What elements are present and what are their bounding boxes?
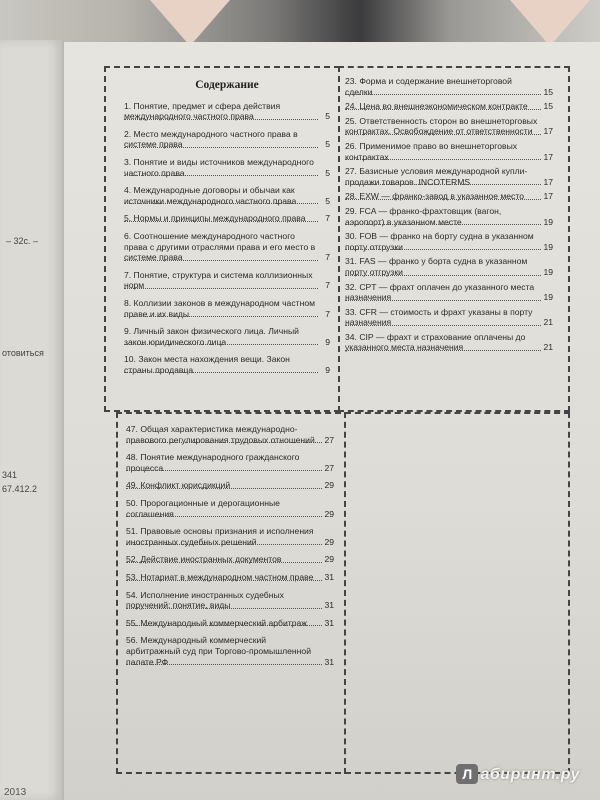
leader-dots <box>124 344 318 345</box>
toc-entry-title: 31. FAS — франко у борта судна в указанном порту отгрузки <box>345 256 528 277</box>
watermark-badge: Л <box>456 764 478 784</box>
toc-entry-title: 2. Место международного частного права в системе права <box>124 128 298 150</box>
toc-entry <box>345 116 553 137</box>
toc-entry <box>126 480 334 491</box>
contents-heading: Содержание <box>195 79 259 91</box>
toc-entry <box>124 231 330 263</box>
toc-entry-title: 55. Международный коммерческий арбитраж <box>126 617 308 628</box>
toc-entry-page: 29 <box>324 536 334 547</box>
toc-entry <box>126 498 334 519</box>
toc-entry-title: 49. Конфликт юрисдикций <box>126 480 231 491</box>
toc-entry <box>126 424 334 445</box>
watermark-logo <box>456 764 580 784</box>
toc-entry <box>126 635 334 667</box>
toc-entry-title: 27. Базисные условия международной купли-продажи товаров. INCOTERMS <box>345 166 528 187</box>
toc-entry-page: 31 <box>324 571 334 582</box>
leader-dots <box>345 350 541 351</box>
toc-entry <box>124 354 330 375</box>
toc-entry-page: 29 <box>324 554 334 565</box>
toc-list-left <box>124 101 330 376</box>
toc-entry <box>345 141 553 162</box>
toc-entry-title: 47. Общая характеристика международно-правового регулирования трудовых отношений <box>126 424 315 445</box>
toc-entry-title: 48. Понятие международного гражданского процесса <box>126 452 300 473</box>
toc-entry <box>124 185 330 206</box>
toc-entry <box>126 452 334 473</box>
leader-dots <box>345 325 541 326</box>
toc-entry-title: 26. Применимое право во внешнеторговых контрактах <box>345 140 518 162</box>
toc-entry <box>345 256 553 277</box>
toc-entry-page: 7 <box>325 308 330 319</box>
toc-entry-page: 5 <box>325 111 330 122</box>
toc-column-right <box>345 76 553 357</box>
toc-entry-title: 9. Личный закон физического лица. Личный закон юридического лица <box>124 326 299 347</box>
toc-entry <box>124 270 330 291</box>
leader-dots <box>126 442 322 443</box>
toc-entry-page: 19 <box>543 266 553 277</box>
toc-entry <box>124 298 330 319</box>
toc-entry <box>124 326 330 347</box>
toc-entry-page: 17 <box>543 126 553 137</box>
toc-entry <box>345 282 553 303</box>
leader-dots <box>124 260 318 261</box>
toc-entry-title: 24. Цена во внешнеэкономическом контракте <box>345 101 528 112</box>
left-fragment: – 32с. – <box>6 236 39 246</box>
toc-entry <box>345 307 553 328</box>
leader-dots <box>345 199 541 200</box>
leader-dots <box>126 488 322 489</box>
toc-entry <box>345 332 553 353</box>
toc-entry-title: 50. Пророгационные и дерогационные соглашения <box>126 497 280 519</box>
toc-entry-page: 7 <box>325 252 330 263</box>
toc-entry <box>124 213 330 224</box>
toc-entry-title: 54. Исполнение иностранных судебных поручений: понятие, виды <box>126 589 284 611</box>
toc-list-bottom <box>126 424 334 667</box>
toc-column-bottom <box>126 424 334 674</box>
toc-entry-page: 15 <box>543 86 553 97</box>
toc-entry-page: 21 <box>543 342 553 353</box>
leader-dots <box>345 94 541 95</box>
leader-dots <box>345 249 541 250</box>
leader-dots <box>124 147 318 148</box>
toc-entry-page: 17 <box>543 191 553 202</box>
toc-entry-title: 6. Соотношение международного частного права с другими отраслями права и его место в системе права <box>124 230 316 263</box>
toc-entry-page: 21 <box>543 317 553 328</box>
left-fragment: 67.412.2 <box>2 484 38 494</box>
toc-entry-page: 31 <box>324 600 334 611</box>
toc-entry-title: 32. CPT — фрахт оплачен до указанного места назначения <box>345 281 535 303</box>
toc-entry <box>345 166 553 187</box>
left-fragment: 341 <box>2 470 18 480</box>
toc-entry-page: 19 <box>543 241 553 252</box>
dashed-divider <box>344 412 346 774</box>
leader-dots <box>124 288 318 289</box>
leader-dots <box>126 580 322 581</box>
toc-entry <box>126 526 334 547</box>
toc-entry-page: 17 <box>543 151 553 162</box>
leader-dots <box>124 372 318 373</box>
toc-entry-title: 5. Нормы и принципы международного права <box>124 213 306 224</box>
toc-entry-page: 27 <box>324 434 334 445</box>
toc-entry-title: 3. Понятие и виды источников международного частного права <box>124 156 314 178</box>
photo-background-top <box>0 0 600 48</box>
toc-entry <box>124 101 330 122</box>
toc-entry-title: 25. Ответственность сторон во внешнеторговых контрактах. Освобождение от ответственности <box>345 115 538 137</box>
toc-entry-page: 31 <box>324 656 334 667</box>
leader-dots <box>126 625 322 626</box>
leader-dots <box>345 184 541 185</box>
toc-entry-page: 7 <box>325 213 330 224</box>
toc-entry-title: 1. Понятие, предмет и сфера действия международного частного права <box>124 100 281 122</box>
year-fragment: 2013 <box>4 787 27 798</box>
toc-entry-page: 9 <box>325 364 330 375</box>
leader-dots <box>345 300 541 301</box>
toc-entry <box>124 129 330 150</box>
toc-entry-page: 19 <box>543 216 553 227</box>
toc-entry-title: 10. Закон места нахождения вещи. Закон страны продавца <box>124 354 290 375</box>
toc-entry-page: 31 <box>324 617 334 628</box>
toc-entry-title: 4. Международные договоры и обычаи как источники международного частного права <box>124 185 297 206</box>
toc-entry-title: 51. Правовые основы признания и исполнения иностранных судебных решений <box>126 526 314 547</box>
toc-entry-page: 15 <box>543 101 553 112</box>
leader-dots <box>126 664 322 665</box>
leader-dots <box>126 544 322 545</box>
toc-entry <box>124 157 330 178</box>
toc-entry-title: 23. Форма и содержание внешнеторговой сделки <box>345 76 512 97</box>
leader-dots <box>124 221 318 222</box>
toc-entry-page: 27 <box>324 462 334 473</box>
toc-entry <box>126 590 334 611</box>
toc-entry-page: 5 <box>325 195 330 206</box>
leader-dots <box>345 224 541 225</box>
toc-entry-page: 29 <box>324 508 334 519</box>
leader-dots <box>124 316 318 317</box>
leader-dots <box>345 109 541 110</box>
left-page-edge <box>0 40 64 800</box>
leader-dots <box>345 275 541 276</box>
leader-dots <box>345 134 541 135</box>
toc-entry <box>345 101 553 112</box>
toc-entry <box>345 191 553 202</box>
watermark-text: абиринт.ру <box>480 766 580 783</box>
leader-dots <box>126 562 322 563</box>
toc-entry-title: 30. FOB — франко на борту судна в указанном порту отгрузки <box>345 231 534 252</box>
toc-entry <box>126 618 334 629</box>
toc-entry-title: 33. CFR — стоимость и фрахт указаны в порту назначения <box>345 306 533 328</box>
toc-list-right <box>345 76 553 353</box>
toc-entry <box>345 231 553 252</box>
toc-entry-title: 34. CIP — фрахт и страхование оплачены до указанного места назначения <box>345 331 526 353</box>
leader-dots <box>124 175 318 176</box>
leader-dots <box>126 608 322 609</box>
leader-dots <box>126 470 322 471</box>
toc-entry-title: 7. Понятие, структура и система коллизионных норм <box>124 269 313 291</box>
toc-entry-title: 52. Действие иностранных документов <box>126 554 282 565</box>
toc-entry-page: 19 <box>543 292 553 303</box>
toc-entry <box>126 572 334 583</box>
cat-ear-right <box>510 0 590 46</box>
toc-entry-title: 56. Международный коммерческий арбитражный суд при Торгово-промышленной палате РФ <box>126 635 311 667</box>
toc-entry-page: 7 <box>325 280 330 291</box>
toc-entry-page: 5 <box>325 139 330 150</box>
toc-entry-page: 17 <box>543 176 553 187</box>
toc-entry-page: 9 <box>325 336 330 347</box>
toc-entry-page: 5 <box>325 167 330 178</box>
toc-entry-title: 53. Нотариат в международном частном праве <box>126 571 314 582</box>
leader-dots <box>126 516 322 517</box>
toc-column-left <box>124 76 330 382</box>
toc-entry-page: 29 <box>324 480 334 491</box>
toc-entry-title: 29. FCA — франко-фрахтовщик (вагон, аэропорт) в указанном месте <box>345 205 502 227</box>
toc-entry <box>345 206 553 227</box>
leader-dots <box>124 119 318 120</box>
cat-ear-left <box>150 0 230 46</box>
toc-entry-title: 8. Коллизии законов в международном частном праве и их виды <box>124 297 316 319</box>
left-fragment: отовиться <box>2 348 44 358</box>
toc-entry <box>345 76 553 97</box>
leader-dots <box>124 203 318 204</box>
leader-dots <box>345 159 541 160</box>
toc-entry <box>126 554 334 565</box>
toc-entry-title: 28. EXW — франко-завод в указанное место <box>345 191 524 202</box>
